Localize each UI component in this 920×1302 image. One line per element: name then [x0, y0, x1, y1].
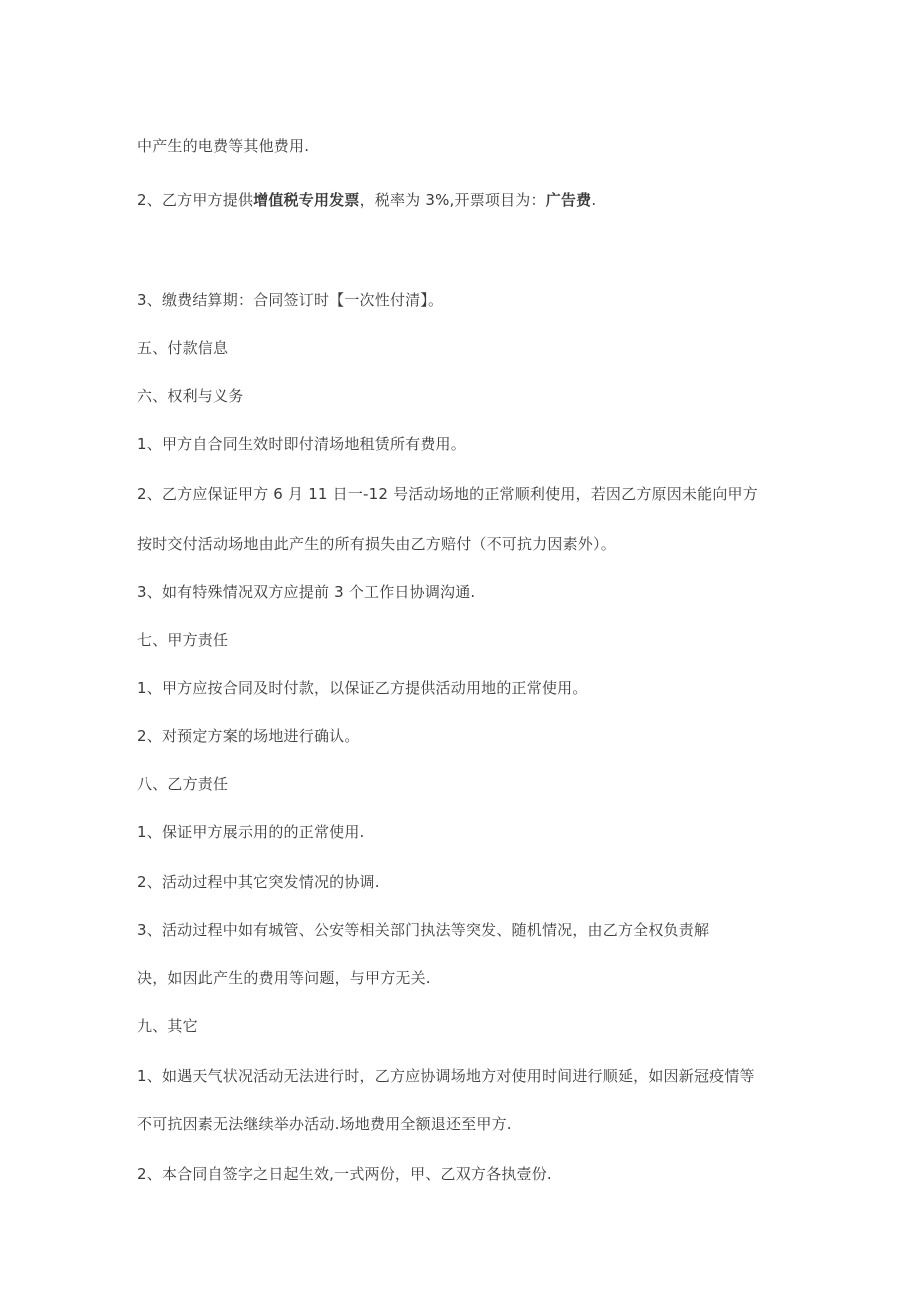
- text-line-6-2b: 按时交付活动场地由此产生的所有损失由乙方赔付（不可抗力因素外）。: [137, 535, 616, 553]
- text-line-3: 3、缴费结算期：合同签订时【一次性付清】。: [137, 291, 444, 309]
- text-line-8-1: 1、保证甲方展示用的的正常使用.: [137, 823, 365, 841]
- section-heading-6: 六、权利与义务: [137, 387, 244, 405]
- text-line-2-part-b: ，税率为 3%,开票项目为：: [359, 191, 546, 209]
- section-heading-7: 七、甲方责任: [137, 631, 229, 649]
- text-line-7-2: 2、对预定方案的场地进行确认。: [137, 727, 360, 745]
- text-line-6-3: 3、如有特殊情况双方应提前 3 个工作日协调沟通.: [137, 583, 476, 601]
- section-heading-9: 九、其它: [137, 1017, 198, 1035]
- text-line-7-1: 1、甲方应按合同及时付款，以保证乙方提供活动用地的正常使用。: [137, 679, 588, 697]
- text-line-6-2a: 2、乙方应保证甲方 6 月 11 日一-12 号活动场地的正常顺利使用，若因乙方原因未能向甲方: [137, 485, 758, 503]
- section-heading-5: 五、付款信息: [137, 339, 229, 357]
- text-line-2: [137, 190, 596, 210]
- text-line-2-part-c: .: [591, 191, 597, 209]
- text-line-2-part-a: 2、乙方甲方提供: [137, 191, 254, 209]
- text-line-2-bold-item: 广告费: [545, 191, 592, 209]
- text-line-8-2: 2、活动过程中其它突发情况的协调.: [137, 873, 380, 891]
- text-line-9-2: 2、本合同自签字之日起生效,一式两份，甲、乙双方各执壹份.: [137, 1165, 552, 1183]
- text-line-9-1b: 不可抗因素无法继续举办活动.场地费用全额退还至甲方.: [137, 1115, 512, 1133]
- text-line-8-3a: 3、活动过程中如有城管、公安等相关部门执法等突发、随机情况，由乙方全权负责解: [137, 921, 710, 939]
- text-line-2-bold-invoice: 增值税专用发票: [253, 191, 360, 209]
- text-line-1: 中产生的电费等其他费用.: [137, 137, 310, 155]
- text-line-9-1a: 1、如遇天气状况活动无法进行时，乙方应协调场地方对使用时间进行顺延，如因新冠疫情等: [137, 1067, 755, 1085]
- section-heading-8: 八、乙方责任: [137, 775, 229, 793]
- text-line-6-1: 1、甲方自合同生效时即付清场地租赁所有费用。: [137, 435, 466, 453]
- text-line-8-3b: 决，如因此产生的费用等问题，与甲方无关.: [137, 969, 431, 987]
